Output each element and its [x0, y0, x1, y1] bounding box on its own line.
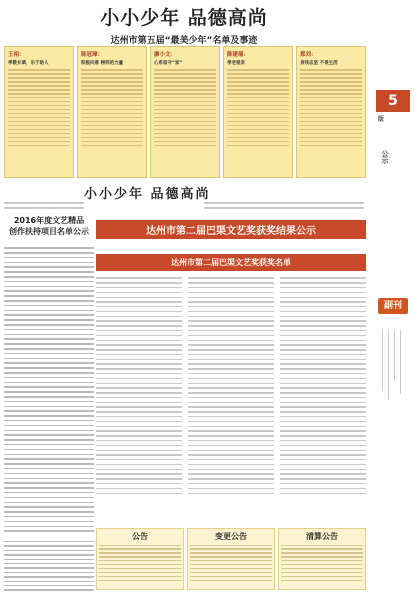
- hero-card: [77, 46, 147, 178]
- headline-title: 小小少年 品德高尚: [100, 7, 268, 29]
- notices: [96, 528, 366, 590]
- notice-card: [96, 528, 184, 590]
- headline-subtitle: 达州市第五届“最美少年”名单及事迹: [110, 36, 258, 46]
- hero-name: 王相：: [8, 52, 25, 58]
- hero-card: [296, 46, 366, 178]
- award-banner: 达州市第二届巴渠文艺奖获奖结果公示: [96, 220, 366, 239]
- hero-name: 陈冠璋：: [81, 52, 104, 58]
- section-label: 公示: [381, 150, 389, 164]
- hero-card: [223, 46, 293, 178]
- hero-body: [81, 69, 143, 146]
- hero-card: [4, 46, 74, 178]
- award-col-2: [188, 274, 274, 497]
- hero-body: [300, 69, 362, 146]
- hero-card: [150, 46, 220, 178]
- hero-name: 郑刘：: [300, 52, 317, 58]
- hero-subtitle: 孝老爱亲: [227, 61, 245, 66]
- hero-name: 廖小文：: [154, 52, 177, 58]
- edition-label: 版: [378, 116, 385, 123]
- notice-title: 公告: [132, 532, 148, 541]
- left-list-lines: [4, 247, 94, 532]
- hero-subtitle: 孝敬长辈，乐于助人: [8, 61, 49, 66]
- slogan-text: 小小少年 品德高尚: [84, 187, 211, 202]
- slogan-block: [4, 180, 366, 214]
- notice-title: 清算公告: [306, 532, 338, 541]
- hero-subtitle: 身残志坚 不畏生活: [300, 61, 338, 66]
- notice-card: [278, 528, 366, 590]
- left-list-title: [5, 215, 93, 241]
- left-list-title-line2: 创作扶持项目名单公示: [9, 227, 89, 236]
- left-list-title-line1: 2016年度文艺精品: [13, 216, 85, 225]
- page-headline: [0, 0, 368, 46]
- supplement-tag: 副刊: [378, 298, 408, 314]
- award-grid: [96, 242, 366, 528]
- hero-body: [154, 69, 216, 146]
- page-number-badge: 5: [376, 90, 410, 112]
- notice-title: 变更公告: [215, 532, 247, 541]
- hero-body: [8, 69, 70, 146]
- hero-cards: [4, 46, 366, 178]
- left-list: [4, 244, 94, 544]
- hero-subtitle: 心系留守“家”: [154, 61, 183, 66]
- hero-body: [227, 69, 289, 146]
- side-rail: [368, 0, 418, 592]
- award-list-banner: 达州市第二届巴渠文艺奖获奖名单: [96, 254, 366, 271]
- hero-name: 陈建瑶：: [227, 52, 250, 58]
- hero-subtitle: 积极向善 榜样的力量: [81, 61, 124, 66]
- notice-card: [187, 528, 275, 590]
- award-col-3: [280, 274, 366, 497]
- left-bottom-text: [4, 538, 94, 590]
- award-col-1: [96, 274, 182, 497]
